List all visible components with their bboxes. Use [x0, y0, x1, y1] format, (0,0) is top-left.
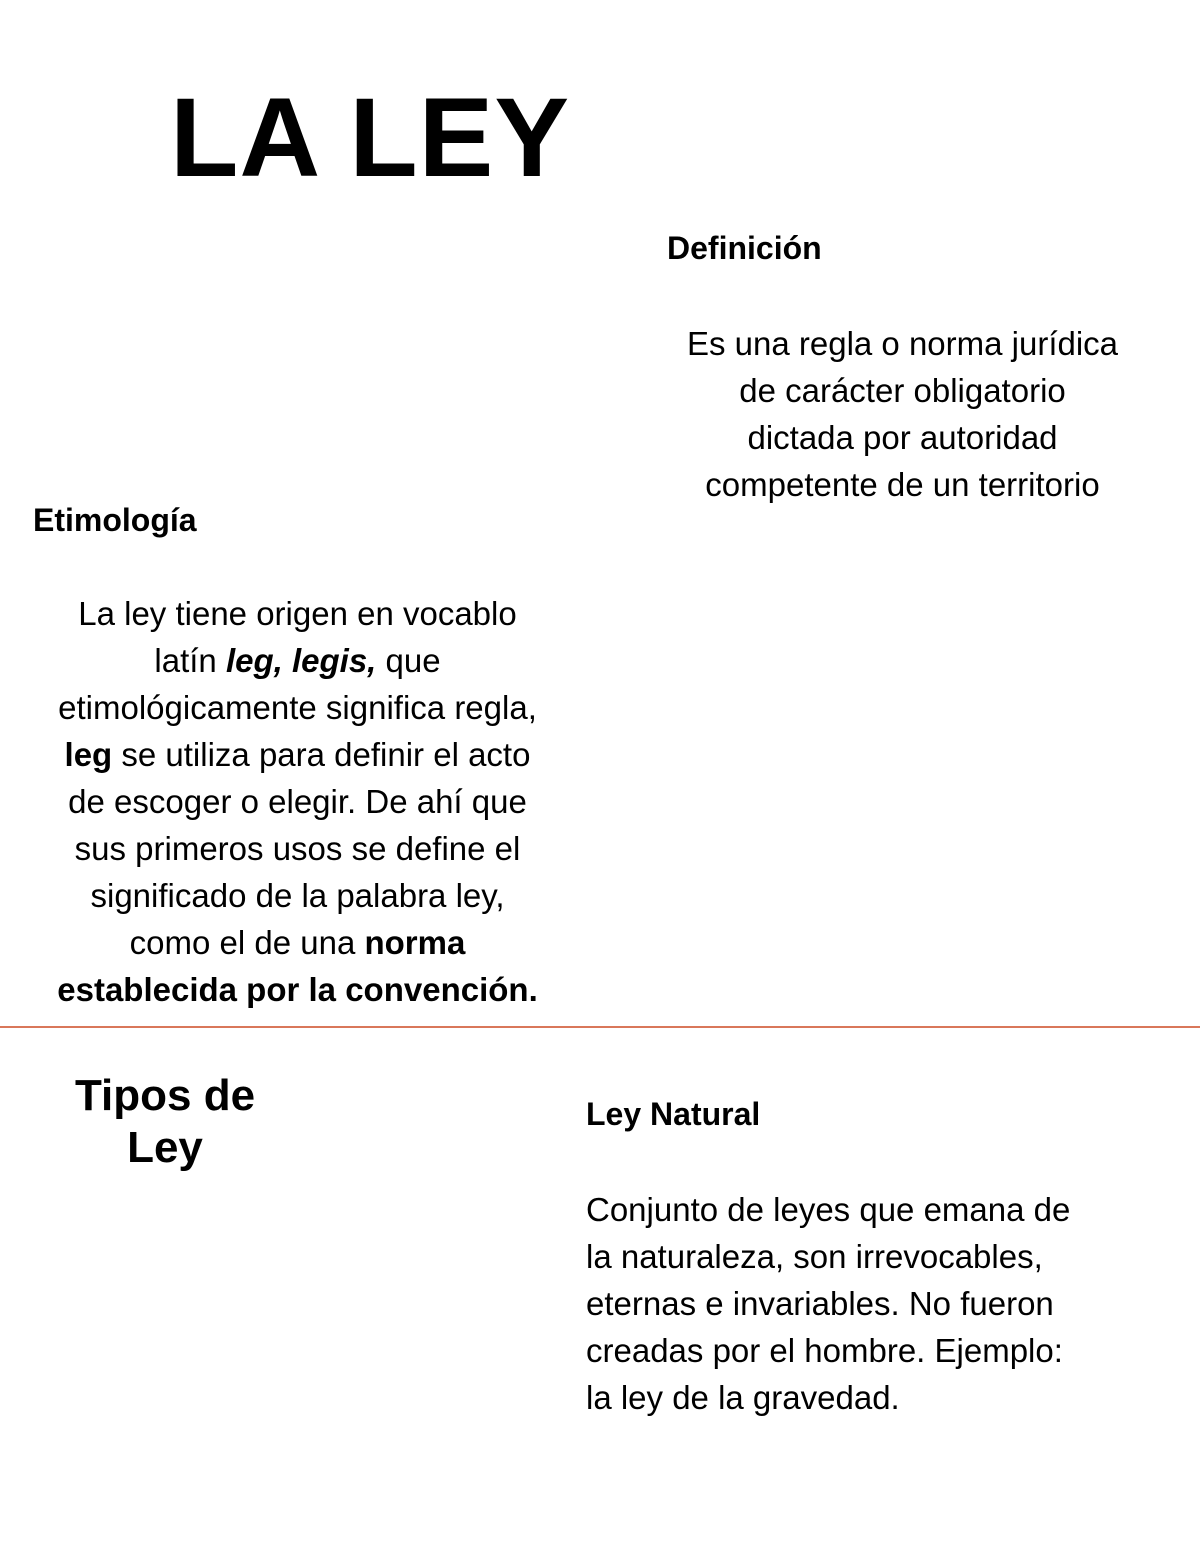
- tipos-heading-line: Ley: [127, 1123, 203, 1172]
- definicion-text: [650, 320, 1155, 508]
- definicion-line: Es una regla o norma jurídica: [686, 325, 1119, 362]
- etimologia-text-segment: latín: [154, 642, 226, 679]
- etimologia-line: La ley tiene origen en vocablo: [78, 595, 517, 632]
- etimologia-line: [20, 966, 575, 1013]
- etimologia-heading: Etimología: [33, 502, 197, 538]
- definicion-line: de carácter obligatorio: [739, 372, 1066, 409]
- page-title: LA LEY: [170, 75, 571, 200]
- latin-term: leg, legis,: [225, 642, 377, 679]
- emphasis-convencion: establecida por la convención.: [57, 971, 538, 1008]
- etimologia-line: [20, 919, 575, 966]
- ley-natural-heading: Ley Natural: [586, 1096, 761, 1132]
- ley-natural-line: la ley de la gravedad.: [586, 1379, 900, 1416]
- etimologia-line: de escoger o elegir. De ahí que: [68, 783, 527, 820]
- etimologia-text-segment: como el de una: [129, 924, 365, 961]
- etimologia-text: [20, 590, 575, 1013]
- ley-natural-line: eternas e invariables. No fueron: [586, 1285, 1054, 1322]
- etimologia-line: [20, 637, 575, 684]
- definicion-line: dictada por autoridad: [747, 419, 1058, 456]
- section-divider: [0, 1026, 1200, 1028]
- definicion-heading: Definición: [667, 230, 822, 266]
- leg-term: leg: [64, 736, 113, 773]
- ley-natural-line: la naturaleza, son irrevocables,: [586, 1238, 1043, 1275]
- tipos-heading: [40, 1070, 290, 1174]
- ley-natural-line: creadas por el hombre. Ejemplo:: [586, 1332, 1063, 1369]
- emphasis-norma: norma: [364, 924, 466, 961]
- etimologia-line: sus primeros usos se define el: [74, 830, 521, 867]
- etimologia-line: [20, 731, 575, 778]
- definicion-line: competente de un territorio: [705, 466, 1100, 503]
- etimologia-line: etimológicamente significa regla,: [58, 689, 537, 726]
- tipos-heading-line: Tipos de: [74, 1071, 256, 1120]
- ley-natural-text: [586, 1186, 1146, 1421]
- etimologia-text-segment: que: [376, 642, 441, 679]
- etimologia-line: significado de la palabra ley,: [90, 877, 505, 914]
- etimologia-text-segment: se utiliza para definir el acto: [112, 736, 531, 773]
- ley-natural-line: Conjunto de leyes que emana de: [586, 1191, 1071, 1228]
